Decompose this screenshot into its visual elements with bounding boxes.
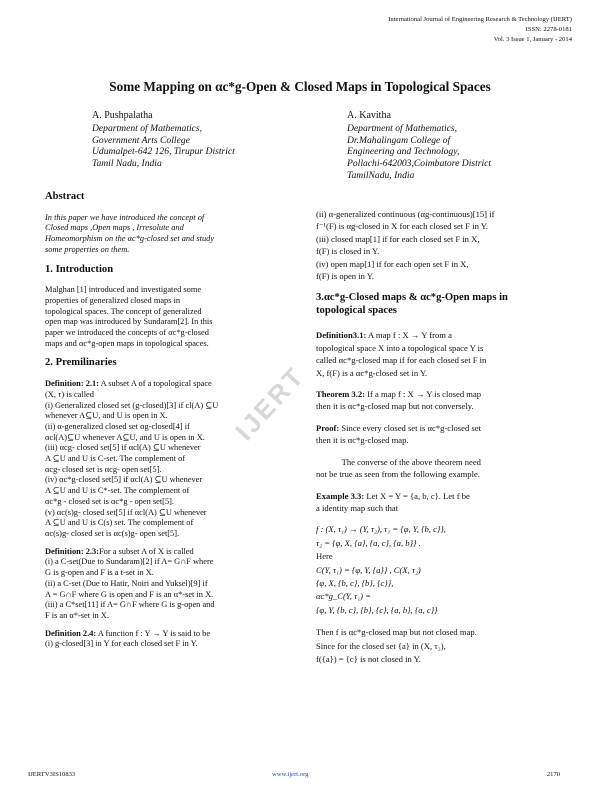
- section-3-heading: 3.αc*g-Closed maps & αc*g-Open maps in topological spaces: [316, 292, 508, 317]
- affiliation-line: Udumalpet-642 126, Tirupur District: [92, 146, 235, 158]
- affiliation-line: TamilNadu, India: [347, 169, 415, 181]
- issn: ISSN: 2278-0181: [525, 25, 572, 33]
- affiliation-line: Pollachi-642003,Coimbatore District: [347, 158, 492, 170]
- converse-note: The converse of the above theorem need not be true as seen from the following example.: [316, 456, 481, 480]
- author-name: A. Pushpalatha: [92, 110, 153, 121]
- paper-id: IJERTV3IS10833: [28, 771, 76, 778]
- definition-2-1: Definition: 2.1: A subset A of a topological space (X, τ) is called (i) Generalized closed set (g-closed)[3] if cl(A) ⊆U whenever A⊆U, and U is open in X. (ii) α-generalized closed set αg-closed[4] if αcl(A)⊆U whenever A⊆U, and U is open in X. (iii) αcg- closed set[5] if αcl(A) ⊆U whenever A ⊆U and U is C-set. The complement of αcg- closed set is αcg- open set[5]. (iv) αc*g-closed set[5] if αcl(A) ⊆U whenever A ⊆U and U is C*-set. The complement of αc*g - closed set is αc*g - open set[5]. (v) αc(s)g- closed set[5] if αcl(A) ⊆U whenever A ⊆U and U is C(s) set. The complement of αc(s)g- closed set is αc(s)g- open set[5].: [45, 379, 219, 538]
- abstract-heading: Abstract: [45, 191, 85, 202]
- affiliation-line: Department of Mathematics,: [347, 122, 458, 134]
- affiliation-line: Tamil Nadu, India: [92, 158, 162, 170]
- paper-title: Some Mapping on αc*g-Open & Closed Maps in Topological Spaces: [109, 79, 491, 94]
- volume-info: Vol. 3 Issue 1, January - 2014: [493, 35, 572, 43]
- definition-2-4-continued: (ii) α-generalized continuous (αg-continuous)[15] if f⁻¹(F) is αg-closed in X for each closed set F in Y. (iii) closed map[1] if for each closed set F in X, f(F) is closed in Y. (iv) open map[1] if for each open set F in X, f(F) is open in Y.: [316, 209, 495, 282]
- example-math: f : (X, τ₁) → (Y, τ₂), τ₁ = {φ, Y, {b, c}}, τ₂ = {φ, X, {a}, {a, c}, {a, b}} . Here C(Y, τ₁) = {φ, Y, {a}} , C(X, τ₂) {φ, X, {b, c}, {b}, {c}}, αc*g_C(Y, τ₁) = {φ, Y, {b, c}, {b}, {c}, {a, b}, {a, c}}: [316, 524, 446, 615]
- page-number: 2170: [546, 771, 560, 778]
- watermark: IJERT: [229, 360, 311, 447]
- right-column: [316, 208, 561, 675]
- definition-label: Definition: 2.3:: [45, 546, 99, 556]
- theorem-3-2: Theorem 3.2: If a map f : X → Y is closed map then it is αc*g-closed map but not conversely.: [316, 389, 482, 412]
- proof-label: Proof:: [316, 422, 340, 433]
- affiliation-line: Dr.Mahalingam College of: [347, 134, 451, 146]
- example-label: Example 3.3:: [316, 490, 365, 501]
- preliminaries-heading: 2. Premilinaries: [45, 357, 117, 369]
- author-block-2: [347, 110, 491, 182]
- definition-label: Definition 2.4:: [45, 628, 97, 638]
- definition-3-1: Definition3.1: A map f : X → Y from a topological space X into a topological space Y is called αc*g-closed map if for each closed set F in X, f(F) is a αc*g-closed set in Y.: [316, 330, 487, 378]
- left-column: [45, 192, 297, 657]
- journal-header: [388, 15, 572, 44]
- definition-label: Definition: 2.1:: [45, 379, 99, 389]
- journal-name: International Journal of Engineering Research & Technology (IJERT): [388, 16, 572, 23]
- definition-2-4: Definition 2.4: A function f : Y → Y is said to be (i) g-closed[3] in Y for each closed set F in Y.: [45, 628, 211, 649]
- definition-2-3: Definition: 2.3:For a subset A of X is called (i) a C-set(Due to Sundaram)[2] if A= G∩F where G is g-open and F is a t-set in X. (ii) a C-set (Due to Hatir, Noiri and Yuksel)[9] if A = G∩F where G is open and F is an α*-set in X. (iii) a C*set[11] if A= G∩F where G is g-open and F is an α*-set in X.: [45, 546, 215, 620]
- proof: Proof: Since every closed set is αc*g-closed set then it is αc*g-closed map.: [316, 422, 481, 446]
- affiliation-line: Government Arts College: [92, 134, 190, 146]
- introduction-body: Malghan [1] introduced and investigated some properties of generalized closed maps in topological spaces. The concept of generalized open map was introduced by Sundaram[2]. In this paper we introduced the concepts of αc*g-closed maps and αc*g-open maps in topological spaces.: [45, 285, 213, 348]
- abstract-body: In this paper we have introduced the concept of Closed maps ,Open maps , Irresolute and Homeomorphism on the αc*g-closed set and study some properties on them.: [45, 212, 215, 254]
- author-block-1: [92, 110, 235, 170]
- theorem-label: Theorem 3.2:: [316, 389, 366, 400]
- affiliation-line: Department of Mathematics,: [92, 122, 203, 134]
- definition-label: Definition3.1:: [316, 330, 367, 341]
- author-name: A. Kavitha: [347, 110, 391, 121]
- journal-website-link[interactable]: www.ijert.org: [272, 771, 309, 778]
- example-conclusion: Then f is αc*g-closed map but not closed map. Since for the closed set {a} in (X, τ₂), f({a}) = {c} is not closed in Y.: [316, 627, 477, 664]
- example-3-3: Example 3.3: Let X = Y = {a, b, c}. Let f be a identity map such that: [316, 490, 470, 513]
- affiliation-line: Engineering and Technology,: [347, 146, 460, 158]
- introduction-heading: 1. Introduction: [45, 263, 114, 275]
